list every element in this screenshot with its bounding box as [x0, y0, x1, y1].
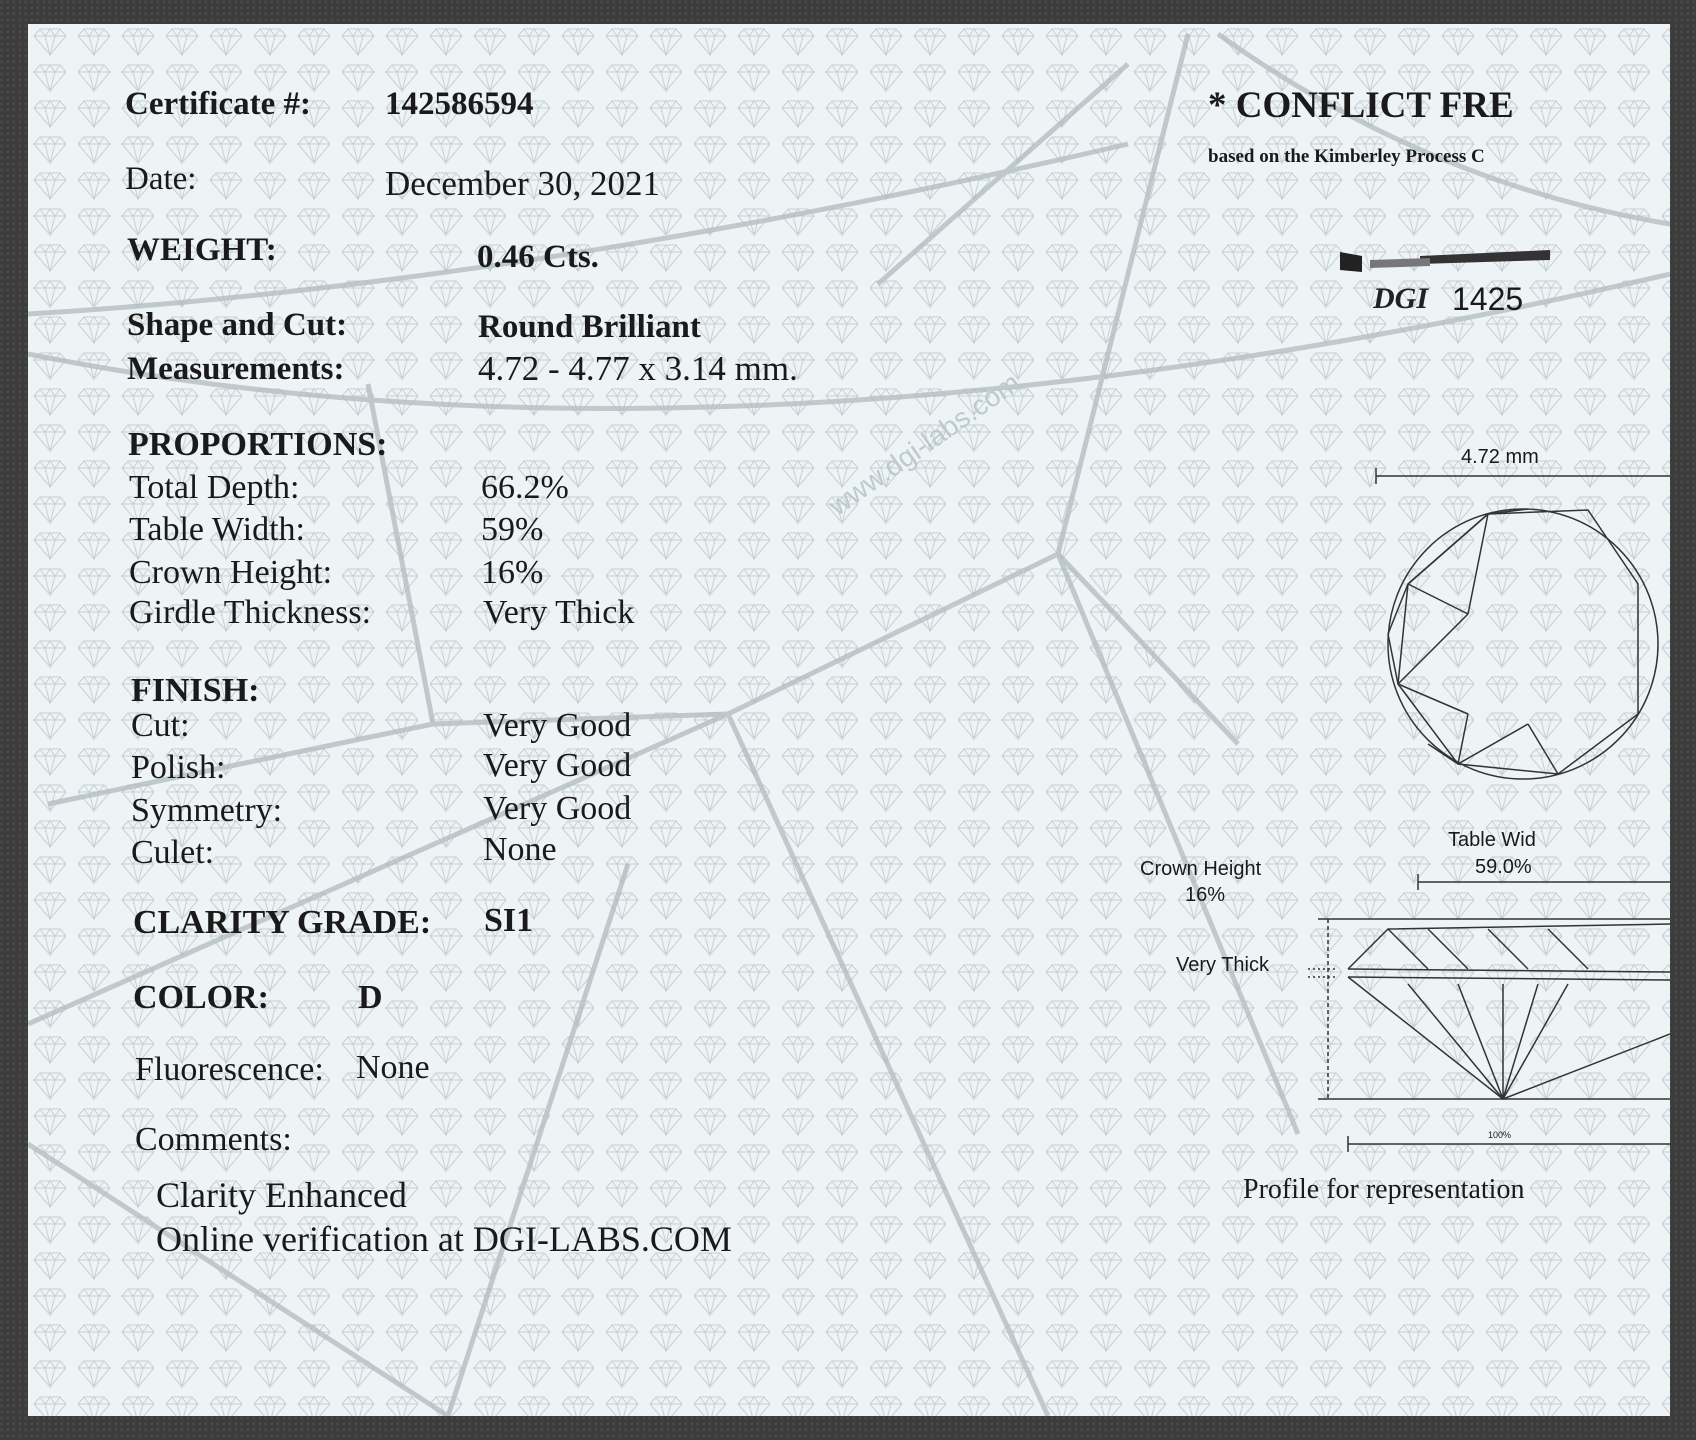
comment-clarity-enhanced: Clarity Enhanced: [156, 1175, 407, 1215]
proportion-value: 59%: [481, 511, 544, 548]
laser-inscription-image: [1340, 246, 1550, 286]
conflict-free-title: * CONFLICT FRE: [1208, 85, 1514, 126]
watermark-url: www.dgi-labs.com: [823, 366, 1026, 522]
measurements-label: Measurements:: [127, 351, 345, 387]
shape-value: Round Brilliant: [478, 309, 701, 345]
fluorescence-value: None: [356, 1049, 430, 1086]
certificate-paper: [28, 24, 1670, 1416]
diameter-label: 4.72 mm: [1461, 446, 1539, 468]
proportion-label: Girdle Thickness:: [129, 594, 372, 631]
finish-value: Very Good: [483, 790, 632, 827]
shape-label: Shape and Cut:: [127, 307, 348, 343]
proportion-value: 16%: [481, 554, 544, 591]
proportion-label: Crown Height:: [129, 554, 333, 591]
finish-label: Polish:: [131, 749, 226, 786]
certificate-number-label: Certificate #:: [125, 86, 311, 122]
girdle-label: Very Thick: [1176, 954, 1269, 976]
finish-label: Symmetry:: [131, 792, 283, 829]
weight-label: WEIGHT:: [127, 232, 277, 268]
finish-label: Cut:: [131, 707, 190, 744]
color-label: COLOR:: [133, 979, 269, 1016]
color-value: D: [358, 979, 383, 1016]
certificate-number: 142586594: [385, 86, 534, 122]
comment-online-verification: Online verification at DGI-LABS.COM: [156, 1219, 732, 1259]
kimberley-process-text: based on the Kimberley Process C: [1208, 146, 1485, 167]
fluorescence-label: Fluorescence:: [135, 1051, 324, 1088]
inscription-number: 1425: [1452, 281, 1524, 317]
finish-heading: FINISH:: [131, 672, 260, 709]
proportion-value: 66.2%: [481, 469, 569, 506]
finish-label: Culet:: [131, 834, 215, 871]
measurements-value: 4.72 - 4.77 x 3.14 mm.: [478, 349, 798, 388]
table-width-value: 59.0%: [1475, 856, 1532, 878]
clarity-value: SI1: [484, 902, 534, 939]
crown-height-label: Crown Height: [1140, 858, 1262, 880]
proportions-heading: PROPORTIONS:: [128, 426, 388, 463]
date-value: December 30, 2021: [385, 164, 661, 203]
crown-height-value: 16%: [1185, 884, 1226, 906]
proportion-label: Total Depth:: [129, 469, 300, 506]
weight-value: 0.46 Cts.: [477, 239, 599, 275]
date-label: Date:: [125, 161, 197, 197]
proportion-value: Very Thick: [483, 594, 635, 631]
proportion-label: Table Width:: [129, 511, 305, 548]
finish-value: Very Good: [483, 707, 632, 744]
clarity-label: CLARITY GRADE:: [133, 904, 432, 941]
inscription-logo: DGI: [1373, 282, 1429, 315]
table-width-label: Table Wid: [1448, 829, 1536, 851]
comments-label: Comments:: [135, 1121, 292, 1158]
profile-caption: Profile for representation: [1243, 1174, 1525, 1205]
finish-value: None: [483, 831, 557, 868]
finish-value: Very Good: [483, 747, 632, 784]
percent-mark: 100%: [1488, 1130, 1512, 1140]
